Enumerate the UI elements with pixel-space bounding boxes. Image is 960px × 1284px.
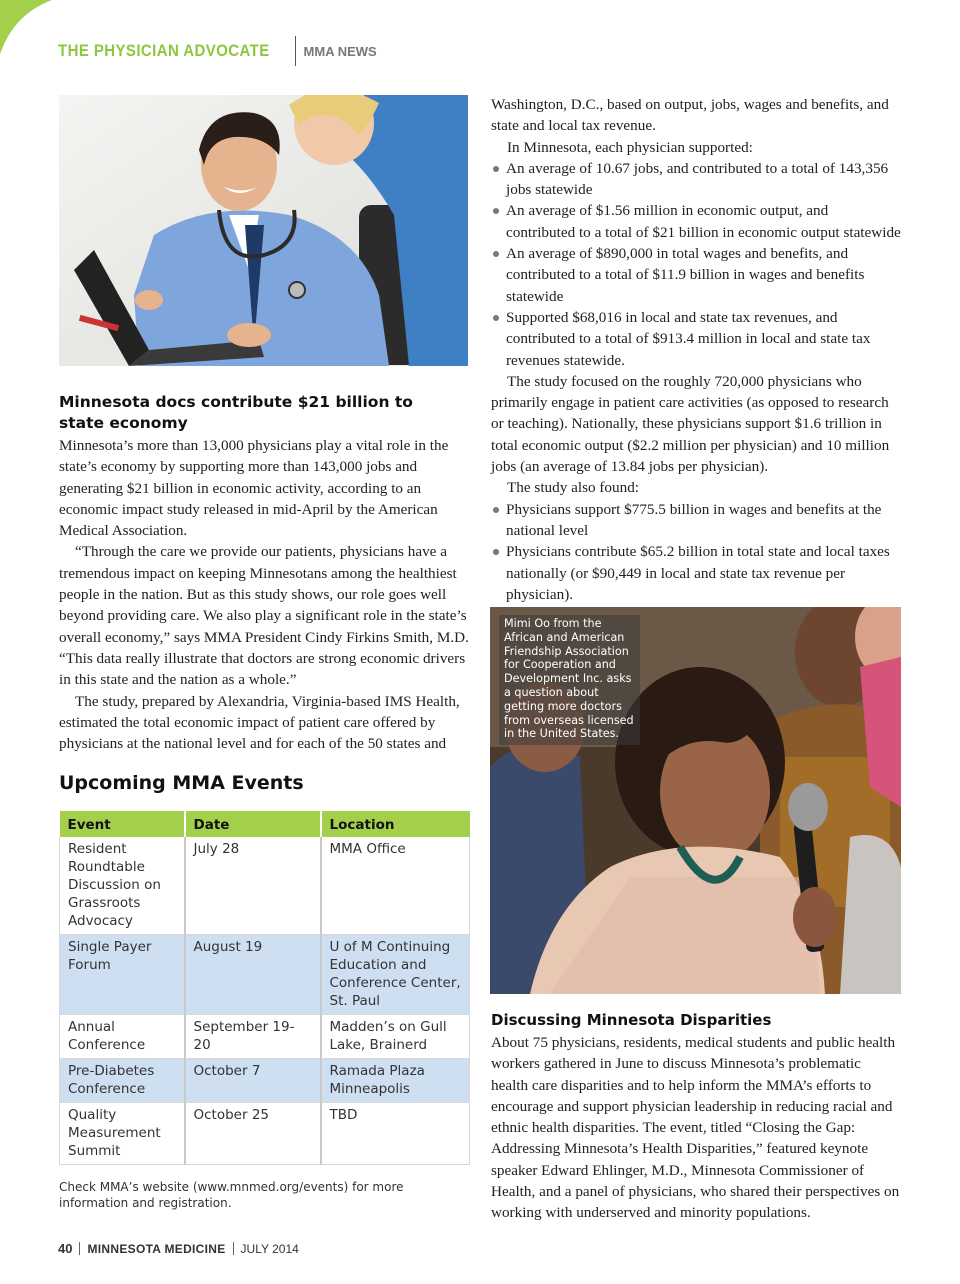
event-cell: Pre-Diabetes Conference <box>60 1059 185 1103</box>
list-item: Supported $68,016 in local and state tax revenues, and contributed to a total of $913.4 million in local and state tax revenues statewide. <box>491 307 901 371</box>
minnesota-findings-list <box>491 158 901 371</box>
story-paragraph: The study, prepared by Alexandria, Virginia-based IMS Health, estimated the total economic impact of patient care offered by physicians at the national level and for each of the 50 states and <box>59 692 460 753</box>
date-cell: October 7 <box>185 1059 321 1103</box>
date-cell: September 19-20 <box>185 1015 321 1059</box>
location-cell: TBD <box>321 1103 470 1165</box>
story-paragraph: About 75 physicians, residents, medical students and public health workers gathered in June to discuss Minnesota’s problematic health care disparities and to help inform the MMA’s efforts to encourage and support physician leadership in reducing racial and ethnic health disparities. The event, titled “Closing the Gap: Addressing Minnesota’s Health Disparities,” featured keynote speaker Edward Ehlinger, M.D., Minnesota Commissioner of Health, and a panel of physicians, who shared their perspectives on working with underserved and minority populations. <box>491 1034 900 1222</box>
location-cell: Madden’s on Gull Lake, Brainerd <box>321 1015 470 1059</box>
section-title: THE PHYSICIAN ADVOCATE <box>58 41 270 60</box>
event-cell: Annual Conference <box>60 1015 185 1059</box>
events-note: Check MMA’s website (www.mnmed.org/events) for more information and registration. <box>59 1180 404 1210</box>
page-number: 40 <box>58 1241 73 1256</box>
story-headline: Discussing Minnesota Disparities <box>491 1011 772 1029</box>
story-continued <box>491 94 901 605</box>
list-item: Physicians contribute $65.2 billion in total state and local taxes nationally (or $90,449 in local and state tax revenue per physician). <box>491 541 901 605</box>
photo-caption: Mimi Oo from the African and American Friendship Association for Cooperation and Development Inc. asks a question about getting more doctors from overseas licensed in the United States. <box>499 615 640 745</box>
table-row <box>60 837 470 935</box>
list-item: An average of $890,000 in total wages and benefits, and contributed to a total of $11.9 billion in wages and benefits statewide <box>491 243 901 307</box>
story-body <box>491 1032 901 1224</box>
story-paragraph: “Through the care we provide our patients, physicians have a tremendous impact on keeping Minnesotans among the healthiest people in the nation. But as this study shows, our role goes well beyond providing care. We also play a significant role in the state’s overall economy,” says MMA President Cindy Firkins Smith, M.D. “This data really illustrate that doctors are strong economic drivers in this state and the nation as a whole.” <box>59 543 469 689</box>
magazine-name: MINNESOTA MEDICINE <box>87 1241 226 1256</box>
story-paragraph: Minnesota’s more than 13,000 physicians play a vital role in the state’s economy by supporting more than 143,000 jobs and generating $21 billion in economic activity, according to an economic impact study released in mid-April by the American Medical Association. <box>59 437 449 540</box>
footer-divider <box>233 1242 234 1255</box>
corner-accent <box>0 0 60 60</box>
story-paragraph: In Minnesota, each physician supported: <box>507 138 753 156</box>
issue-date: JULY 2014 <box>240 1241 299 1256</box>
location-cell: MMA Office <box>321 837 470 935</box>
date-cell: August 19 <box>185 935 321 1015</box>
location-cell: Ramada Plaza Minneapolis <box>321 1059 470 1103</box>
story-headline: Minnesota docs contribute $21 billion to state economy <box>59 393 413 432</box>
page-footer <box>58 1241 299 1256</box>
table-row <box>60 1015 470 1059</box>
table-row <box>60 935 470 1015</box>
table-row <box>60 1059 470 1103</box>
location-cell: U of M Continuing Education and Conference Center, St. Paul <box>321 935 470 1015</box>
national-findings-list <box>491 499 901 605</box>
story-paragraph: Washington, D.C., based on output, jobs, wages and benefits, and state and local tax revenue. <box>491 96 889 135</box>
events-title: Upcoming MMA Events <box>59 772 304 794</box>
list-item: An average of 10.67 jobs, and contributed to a total of 143,356 jobs statewide <box>491 158 901 201</box>
events-table <box>59 811 470 1165</box>
story-paragraph: The study also found: <box>507 479 640 497</box>
column-header-date: Date <box>185 811 321 837</box>
column-header-location: Location <box>321 811 470 837</box>
page-header <box>58 36 377 66</box>
list-item: An average of $1.56 million in economic output, and contributed to a total of $21 billion in economic output statewide <box>491 200 901 243</box>
table-header-row <box>60 811 470 837</box>
header-divider <box>295 36 296 66</box>
event-cell: Single Payer Forum <box>60 935 185 1015</box>
event-cell: Resident Roundtable Discussion on Grassroots Advocacy <box>60 837 185 935</box>
column-header-event: Event <box>60 811 185 837</box>
list-item: Physicians support $775.5 billion in wages and benefits at the national level <box>491 499 901 542</box>
date-cell: October 25 <box>185 1103 321 1165</box>
story-body <box>59 435 469 754</box>
event-cell: Quality Measurement Summit <box>60 1103 185 1165</box>
footer-divider <box>79 1242 80 1255</box>
story-paragraph: The study focused on the roughly 720,000 physicians who primarily engage in patient care activities (as opposed to research or teaching). Nationally, these physicians support $1.6 trillion in total economic output ($2.2 million per physician) and 10 million jobs (an average of 13.84 jobs per physician). <box>491 372 890 476</box>
table-row <box>60 1103 470 1165</box>
doctor-laptop-photo <box>59 95 468 366</box>
subsection-title: MMA NEWS <box>303 43 377 59</box>
date-cell: July 28 <box>185 837 321 935</box>
